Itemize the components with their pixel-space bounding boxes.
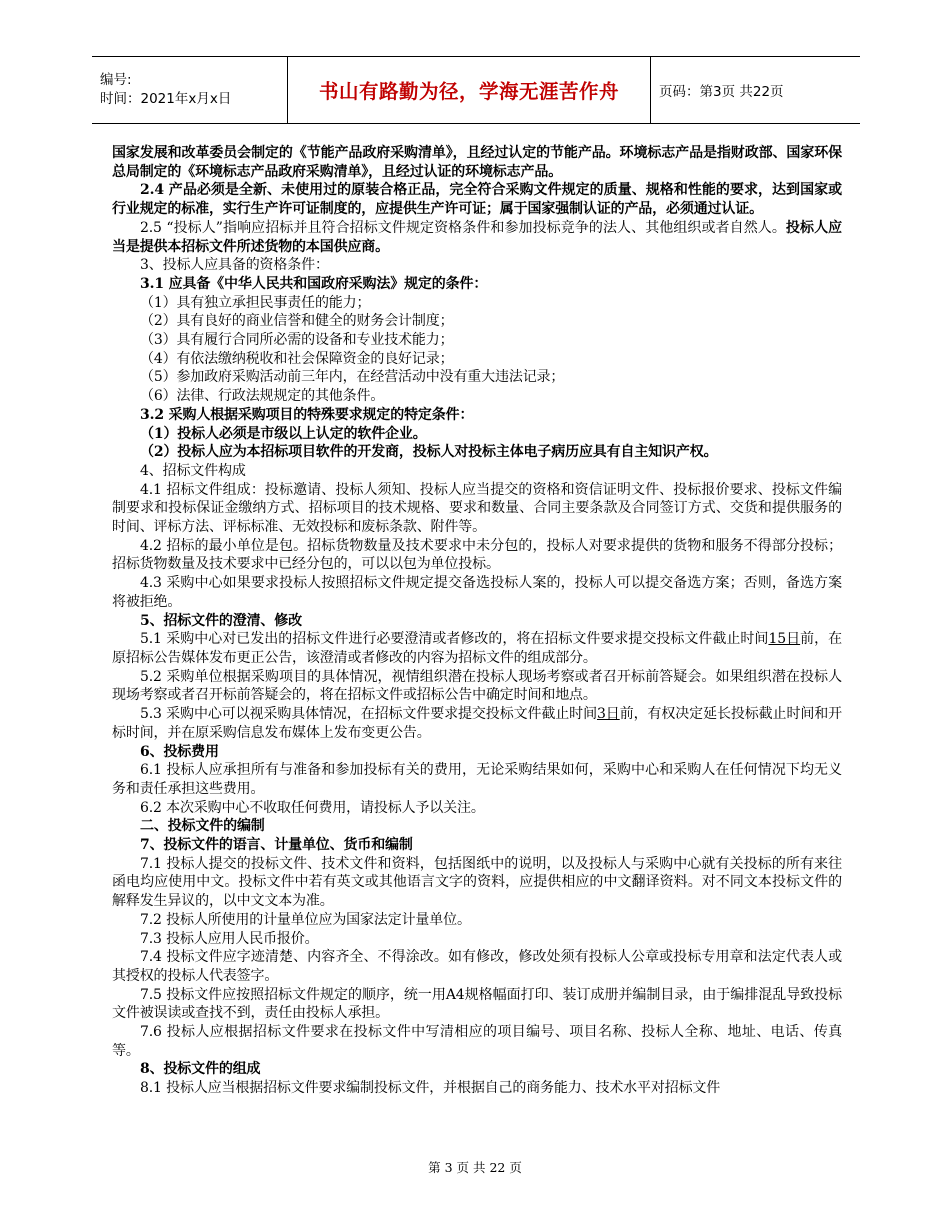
list-item: （1）具有独立承担民事责任的能力； <box>140 294 371 311</box>
page-footer <box>0 1158 950 1176</box>
chapter-heading: 二、投标文件的编制 <box>140 818 265 835</box>
section-heading: 8、投标文件的组成 <box>140 1061 261 1078</box>
paragraph: 6.1 投标人应承担所有与准备和参加投标有关的费用，无论采购结果如何，采购中心和采购人在任何情况下均无义务和责任承担这些费用。 <box>112 762 842 797</box>
paragraph: 7.1 投标人提交的投标文件、技术文件和资料，包括图纸中的说明，以及投标人与采购中心就有关投标的所有来往函电均应使用中文。投标文件中若有英文或其他语言文字的资料，应提供相应的中文翻译资料。对不同文本投标文件的解释发生异议的，以中文文本为准。 <box>112 855 842 910</box>
footer-page-number: 第 3 页 共 22 页 <box>428 1160 522 1175</box>
paragraph-text: 2.5 “投标人”指响应招标并且符合招标文件规定资格条件和参加投标竞争的法人、其他组织或者自然人。 <box>140 219 786 236</box>
deadline-days: 3日 <box>596 706 620 723</box>
document-body <box>112 144 842 1098</box>
list-item: （4）有依法缴纳税收和社会保障资金的良好记录； <box>140 350 454 367</box>
section-heading: 7、投标文件的语言、计量单位、货币和编制 <box>140 837 413 854</box>
paragraph: 7.3 投标人应用人民币报价。 <box>140 930 319 947</box>
page-header <box>92 56 860 124</box>
list-item: （5）参加政府采购活动前三年内，在经营活动中没有重大违法记录； <box>140 369 565 386</box>
paragraph: 5.2 采购单位根据采购项目的具体情况，视情组织潜在投标人现场考察或者召开标前答疑会。如果组织潜在投标人现场考察或者召开标前答疑会的，将在招标文件或招标公告中确定时间和地点。 <box>112 668 842 704</box>
paragraph: 7.4 投标文件应字迹清楚、内容齐全、不得涂改。如有修改，修改处须有投标人公章或投标专用章和法定代表人或其授权的投标人代表签字。 <box>112 949 842 984</box>
paragraph: 4.1 招标文件组成：投标邀请、投标人须知、投标人应当提交的资格和资信证明文件、投标报价要求、投标文件编制要求和投标保证金缴纳方式、招标项目的技术规格、要求和数量、合同主要条款及合同签订方式、交货和提供服务的时间、评标方法、评标标准、无效投标和废标条款、附件等。 <box>112 481 842 536</box>
paragraph: 7.5 投标文件应按照招标文件规定的顺序，统一用A4规格幅面打印、装订成册并编制目录，由于编排混乱导致投标文件被误读或查找不到，责任由投标人承担。 <box>112 986 842 1022</box>
paragraph-text: 5.3 采购中心可以视采购具体情况，在招标文件要求提交投标文件截止时间 <box>140 706 597 723</box>
header-meta <box>92 57 287 123</box>
paragraph-text: 5.1 采购中心对已发出的招标文件进行必要澄清或者修改的，将在招标文件要求提交投标文件截止时间 <box>140 631 769 648</box>
list-item: （2）具有良好的商业信誉和健全的财务会计制度； <box>140 313 454 330</box>
document-number-label: 编号: <box>100 72 132 88</box>
paragraph: 7.6 投标人应根据招标文件要求在投标文件中写清相应的项目编号、项目名称、投标人全称、地址、电话、传真等。 <box>112 1024 842 1059</box>
list-item: （6）法律、行政法规规定的其他条件。 <box>140 388 385 405</box>
paragraph: 7.2 投标人所使用的计量单位应为国家法定计量单位。 <box>140 911 471 928</box>
header-motto <box>287 57 651 123</box>
paragraph-emphasis: 投标人应当是提供本招标文件所述货物的本国供应商。 <box>112 219 842 255</box>
list-item: （2）投标人应为本招标项目软件的开发商，投标人对投标主体电子病历应具有自主知识产权。 <box>140 444 718 461</box>
list-item: （1）投标人必须是市级以上认定的软件企业。 <box>140 425 427 442</box>
paragraph: 8.1 投标人应当根据招标文件要求编制投标文件，并根据自己的商务能力、技术水平对招标文件 <box>140 1080 721 1097</box>
section-heading: 4、招标文件构成 <box>140 462 246 479</box>
paragraph: 6.2 本次采购中心不收取任何费用，请投标人予以关注。 <box>140 799 485 816</box>
motto-text: 书山有路勤为径，学海无涯苦作舟 <box>318 80 619 103</box>
deadline-days: 15日 <box>768 631 801 648</box>
paragraph: 4.2 招标的最小单位是包。招标货物数量及技术要求中未分包的，投标人对要求提供的货物和服务不得部分投标；招标货物数量及技术要求中已经分包的，可以以包为单位投标。 <box>112 537 842 573</box>
paragraph <box>112 630 842 667</box>
header-page-info <box>651 57 860 123</box>
paragraph: 国家发展和改革委员会制定的《节能产品政府采购清单》，且经过认定的节能产品。环境标志产品是指财政部、国家环保总局制定的《环境标志产品政府采购清单》，且经过认证的环境标志产品。 <box>112 145 842 180</box>
paragraph-text: 前，在原招标公告媒体发布更正公告，该澄清或者修改的内容为招标文件的组成部分。 <box>112 631 842 666</box>
paragraph: 4.3 采购中心如果要求投标人按照招标文件规定提交备选投标人案的，投标人可以提交备选方案；否则，备选方案将被拒绝。 <box>112 575 842 610</box>
paragraph <box>112 219 842 256</box>
page-number-info: 页码：第3页 共22页 <box>659 84 784 100</box>
paragraph-text: 前，有权决定延长投标截止时间和开标时间，并在原采购信息发布媒体上发布变更公告。 <box>112 706 842 741</box>
section-heading: 3、投标人应具备的资格条件： <box>140 257 329 274</box>
document-date: 时间：2021年x月x日 <box>100 91 232 107</box>
subsection-heading: 3.2 采购人根据采购项目的特殊要求规定的特定条件： <box>140 406 474 423</box>
paragraph <box>112 705 842 742</box>
section-heading: 6、投标费用 <box>140 743 219 760</box>
subsection-heading: 3.1 应具备《中华人民共和国政府采购法》规定的条件： <box>140 275 488 292</box>
section-heading: 5、招标文件的澄清、修改 <box>140 612 302 629</box>
paragraph: 2.4 产品必须是全新、未使用过的原装合格正品，完全符合采购文件规定的质量、规格和性能的要求，达到国家或行业规定的标准，实行生产许可证制度的，应提供生产许可证；属于国家强制认证的产品，必须通过认证。 <box>112 182 842 218</box>
list-item: （3）具有履行合同所必需的设备和专业技术能力； <box>140 332 454 349</box>
